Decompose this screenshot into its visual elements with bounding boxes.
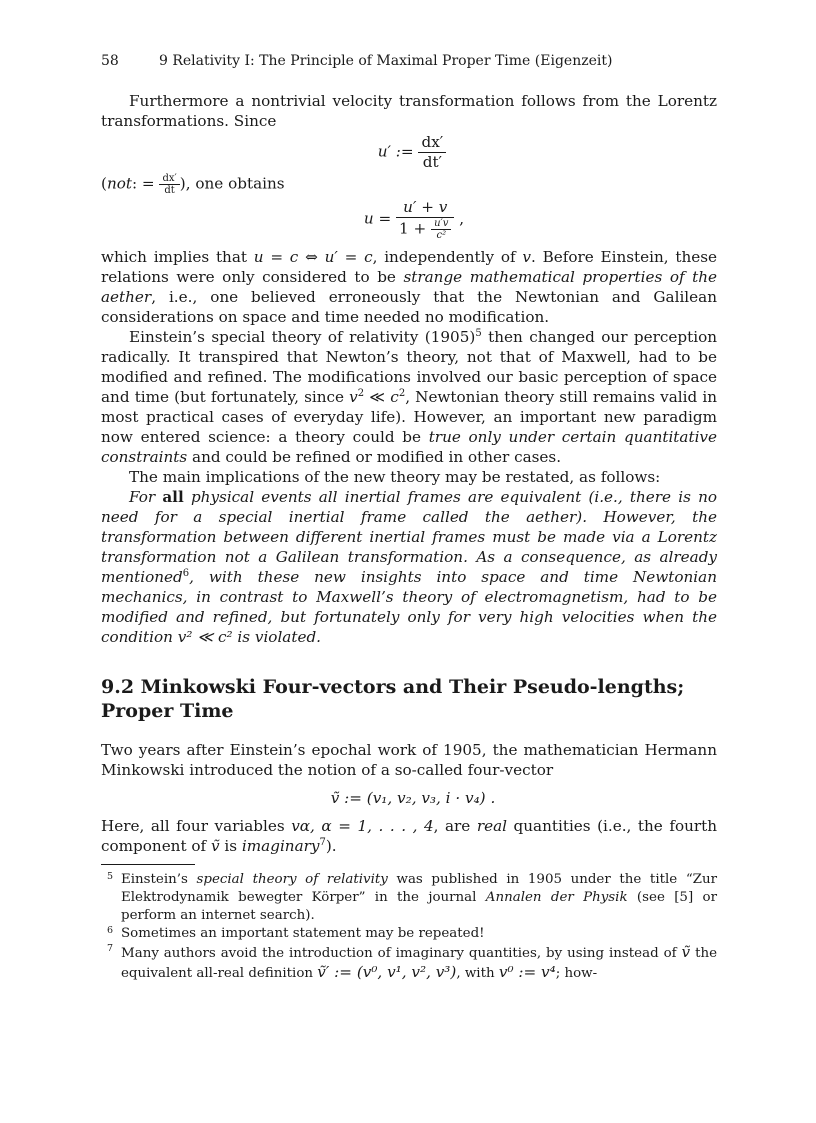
equation-lhs: u = — [363, 209, 392, 228]
text: then changed our perception radically. It transpired that Newton’s theory, not that of Maxwell, had to be modified and refined. The modifications involved our basic perception of space and time (but fortunately, since — [101, 328, 717, 406]
text: Einstein’s — [121, 872, 188, 887]
text: (see [5] or perform an internet search). — [121, 890, 717, 923]
equation-text: ṽ := (v₁, v₂, v₃, i · v₄) . — [330, 789, 496, 807]
text: , are — [433, 817, 471, 835]
italic-phrase: Annalen der Physik — [485, 890, 628, 905]
italic-phrase: real — [476, 817, 508, 835]
footnote-ref: 6 — [182, 567, 190, 579]
inline-math: v⁰ := v⁴ — [498, 963, 556, 981]
text: , with these new insights into space and time Newtonian mechanics, in contrast to Maxwell’s theory of electromagnetism, had to be modified and refined, but fortunately only for very high velocities when the condition — [101, 568, 717, 646]
paragraph-intro — [101, 91, 717, 131]
footnote-mark: 6 — [107, 925, 114, 936]
text: , independently of — [372, 248, 516, 266]
paragraph-implications — [101, 467, 717, 487]
fraction-numerator: dx′ — [418, 133, 446, 153]
paragraph-special-relativity — [101, 327, 717, 467]
paragraph-not-clause — [101, 173, 717, 196]
inline-math: c — [390, 388, 399, 406]
text: the equivalent all-real definition — [121, 946, 717, 981]
footnote-mark: 7 — [107, 943, 114, 954]
inline-math: ≪ — [369, 388, 386, 406]
text: , i.e., one believed erroneously that the Newtonian and Galilean considerations on space and time needed no modification. — [101, 288, 717, 326]
inline-math: u = c ⇔ u′ = c — [253, 248, 373, 266]
text: Here, all four variables — [101, 817, 285, 835]
text: ). — [325, 837, 337, 855]
italic-not: not — [106, 174, 132, 193]
text: Many authors avoid the introduction of imaginary quantities, by using instead of — [121, 946, 677, 961]
inline-math: vα, α = 1, . . . , 4 — [291, 817, 434, 835]
equation-velocity-definition — [107, 133, 717, 172]
inline-math: ṽ′ := (v⁰, v¹, v², v³) — [317, 963, 457, 981]
text: 1 + — [399, 219, 427, 238]
inline-fraction — [159, 173, 179, 196]
text: Einstein’s special theory of relativity (1905) — [129, 328, 476, 346]
inline-math: v — [349, 388, 358, 406]
equation-velocity-addition — [111, 198, 717, 241]
fraction — [418, 133, 446, 172]
text: The main implications of the new theory may be restated, as follows: — [129, 468, 661, 486]
footnote-7 — [101, 943, 717, 983]
inline-math: v — [522, 248, 531, 266]
fraction-denominator: dt′ — [422, 153, 442, 171]
text: , with — [456, 966, 495, 981]
text: ( — [101, 174, 107, 193]
italic-phrase: special theory of relativity — [196, 872, 388, 887]
text: For — [129, 488, 156, 506]
bold-all: all — [162, 488, 184, 506]
italic-phrase: true only under certain quantitative constraints — [101, 428, 717, 466]
italic-phrase: strange mathematical properties of the aether — [101, 268, 718, 306]
inline-math: v² ≪ c² — [177, 628, 233, 646]
inline-math: ṽ — [211, 837, 220, 855]
text: which implies that — [101, 248, 247, 266]
fraction-denominator: dt — [164, 185, 175, 196]
superscript: 2 — [398, 387, 406, 399]
text: , Newtonian theory still remains valid in most practical cases of everyday life). However, an important new paradigm now entered science: a theory could be — [101, 388, 718, 446]
text: is — [219, 837, 238, 855]
fraction-numerator: u′v — [431, 218, 451, 230]
text: , — [459, 209, 465, 228]
text: ; how- — [555, 966, 598, 981]
superscript: 2 — [357, 387, 365, 399]
text: was published in 1905 under the title “Zur Elektrodynamik bewegter Körper” in the journal — [121, 872, 717, 905]
text: and could be refined or modified in other cases. — [187, 448, 562, 466]
equation-four-vector — [109, 788, 717, 808]
page-number: 58 — [101, 53, 119, 69]
page-body — [101, 50, 717, 983]
footnote-5 — [101, 871, 717, 925]
fraction-numerator: dx′ — [159, 173, 179, 185]
text: is violated. — [232, 628, 322, 646]
inline-math: ṽ — [681, 943, 691, 961]
paragraph-principle — [101, 487, 717, 647]
text: Two years after Einstein’s epochal work of 1905, the mathematician Hermann Minkowski introduced the notion of a so-called four-vector — [101, 741, 717, 779]
footnote-mark: 5 — [107, 871, 114, 882]
nested-fraction — [431, 218, 451, 241]
text: quantities (i.e., the fourth component of — [101, 817, 718, 855]
running-header — [101, 50, 717, 72]
footnote-ref: 5 — [475, 327, 482, 339]
paragraph-real-quantities — [101, 816, 717, 856]
fraction-numerator: u′ + v — [396, 198, 454, 218]
italic-phrase: imaginary — [241, 837, 320, 855]
paragraph-aether — [101, 247, 717, 327]
text: : = — [131, 174, 155, 193]
equation-lhs: u′ := — [377, 142, 414, 161]
section-heading: 9.2 Minkowski Four-vectors and Their Pseudo-lengths; Proper Time — [101, 676, 685, 722]
footnote-6 — [101, 925, 717, 943]
running-title: 9 Relativity I: The Principle of Maximal Proper Time (Eigenzeit) — [159, 53, 613, 69]
fraction — [396, 198, 454, 241]
paragraph-minkowski — [101, 740, 717, 780]
text: Sometimes an important statement may be repeated! — [121, 926, 485, 941]
footnote-ref: 7 — [319, 836, 326, 848]
fraction-denominator — [396, 218, 454, 241]
footnote-rule — [101, 864, 195, 865]
fraction-denominator: c² — [436, 230, 447, 241]
text: physical events all inertial frames are equivalent (i.e., there is no need for a special inertial frame called the aether). However, the transformation between different inertial frames must be made via a Lorentz transformation not a Galilean transformation. As a consequence, as already mentioned — [101, 488, 718, 586]
paragraph-text: Furthermore a nontrivial velocity transformation follows from the Lorentz transformations. Since — [101, 92, 717, 130]
text: . Before Einstein, these relations were only considered to be — [101, 248, 718, 286]
text: ), one obtains — [179, 174, 285, 193]
